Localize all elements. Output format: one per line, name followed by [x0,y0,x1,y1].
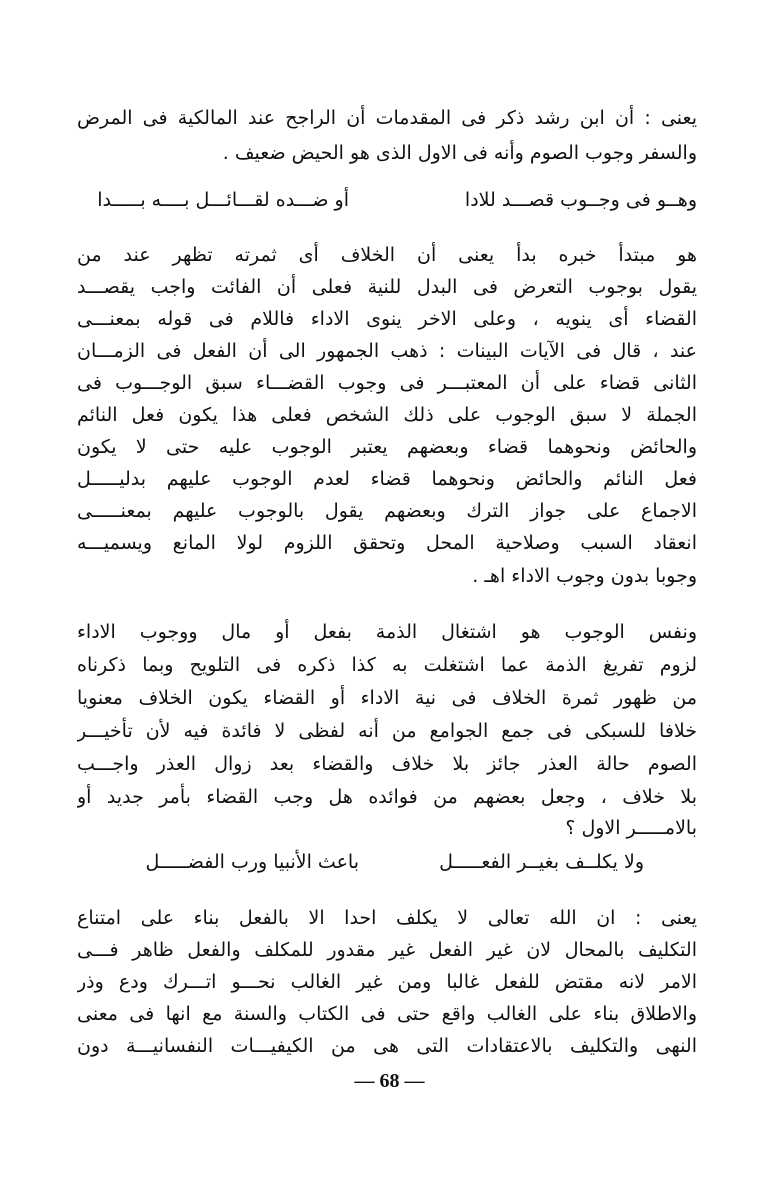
paragraph2-line-8: فعل النائم والحائض ونحوهما قضاء لعدم الوجوب عليهم بدليـــــل [77,468,697,490]
paragraph4-line-3: الامر لانه مقتض للفعل غالبا ومن غير الغالب نحـــو اتـــرك ودع وذر [77,971,697,993]
paragraph2-line-4: عند ، قال فى الآيات البينات : ذهب الجمهور الى أن الفعل فى الزمـــان [77,340,697,362]
paragraph3-line-3: من ظهور ثمرة الخلاف فى نية الاداء أو القضاء يكون الخلاف معنويا [77,687,697,709]
paragraph2-line-2: يقول بوجوب التعرض فى البدل للنية فعلى أن الفائت واجب يقصـــد [77,276,697,298]
paragraph3-line-7: بالامـــــر الاول ؟ [565,817,697,839]
paragraph4-line-5: النهى والتكليف بالاعتقادات التى هى من الكيفيـــات النفسانيـــة دون [77,1035,697,1057]
page-number: — 68 — [354,1070,425,1092]
paragraph2-line-10: انعقاد السبب وصلاحية المحل وتحقق اللزوم لولا المانع ويسميـــه [77,532,697,554]
paragraph1-line-2: والسفر وجوب الصوم وأنه فى الاول الذى هو الحيض ضعيف . [222,142,697,164]
paragraph1-line-1: يعنى : أن ابن رشد ذكر فى المقدمات أن الراجح عند المالكية فى المرض [77,107,697,129]
paragraph3-line-4: خلافا للسبكى فى جمع الجوامع من أنه لفظى لا فائدة فيه لأن تأخيـــر [77,720,697,742]
paragraph2-line-9: الاجماع على جواز الترك وبعضهم يقول بالوجوب عليهم بمعنـــــى [77,500,697,522]
paragraph2-line-5: الثانى قضاء على أن المعتبـــر فى وجوب القضـــاء سبق الوجـــوب فى [77,372,697,394]
paragraph2-line-6: الجملة لا سبق الوجوب على ذلك الشخص فعلى هذا يكون فعل النائم [77,404,697,426]
paragraph4-line-2: التكليف بالمحال لان غير الفعل غير مقدور للمكلف والفعل ظاهر فـــى [77,939,697,961]
paragraph2-line-1: هو مبتدأ خبره بدأ يعنى أن الخلاف أى ثمرته تظهر عند من [77,244,697,266]
paragraph2-line-7: والحائض ونحوهما قضاء وبعضهم يعتبر الوجوب عليه حتى لا يكون [77,436,697,458]
paragraph4-line-4: والاطلاق بناء على الغالب واقع حتى فى الكتاب والسنة مع انها فى معنى [77,1003,697,1025]
verse2-right-hemistich: ولا يكلــف بغيــر الفعـــــل [439,851,644,873]
paragraph3-line-6: بلا خلاف ، وجعل بعضهم من فوائده هل وجب القضاء بأمر جديد أو [77,786,697,808]
paragraph4-line-1: يعنى : ان الله تعالى لا يكلف احدا الا بالفعل بناء على امتناع [77,907,697,929]
paragraph3-line-5: الصوم حالة العذر جائز بلا خلاف والقضاء بعد زوال العذر واجـــب [77,753,697,775]
paragraph2-line-11: وجوبا بدون وجوب الاداء اهـ . [472,565,697,587]
verse1-right-hemistich: وهــو فى وجــوب قصـــد للادا [464,189,697,211]
paragraph2-line-3: القضاء أى ينويه ، وعلى الاخر ينوى الاداء فاللام فى قوله بمعنـــى [77,308,697,330]
paragraph3-line-2: لزوم تفريغ الذمة عما اشتغلت به كذا ذكره فى التلويح وبما ذكرناه [77,654,697,676]
paragraph3-line-1: ونفس الوجوب هو اشتغال الذمة بفعل أو مال ووجوب الاداء [77,621,697,643]
verse2-left-hemistich: باعث الأنبيا ورب الفضـــــل [145,851,359,873]
verse1-left-hemistich: أو ضـــده لقـــائـــل بــــه بـــــدا [97,189,349,211]
